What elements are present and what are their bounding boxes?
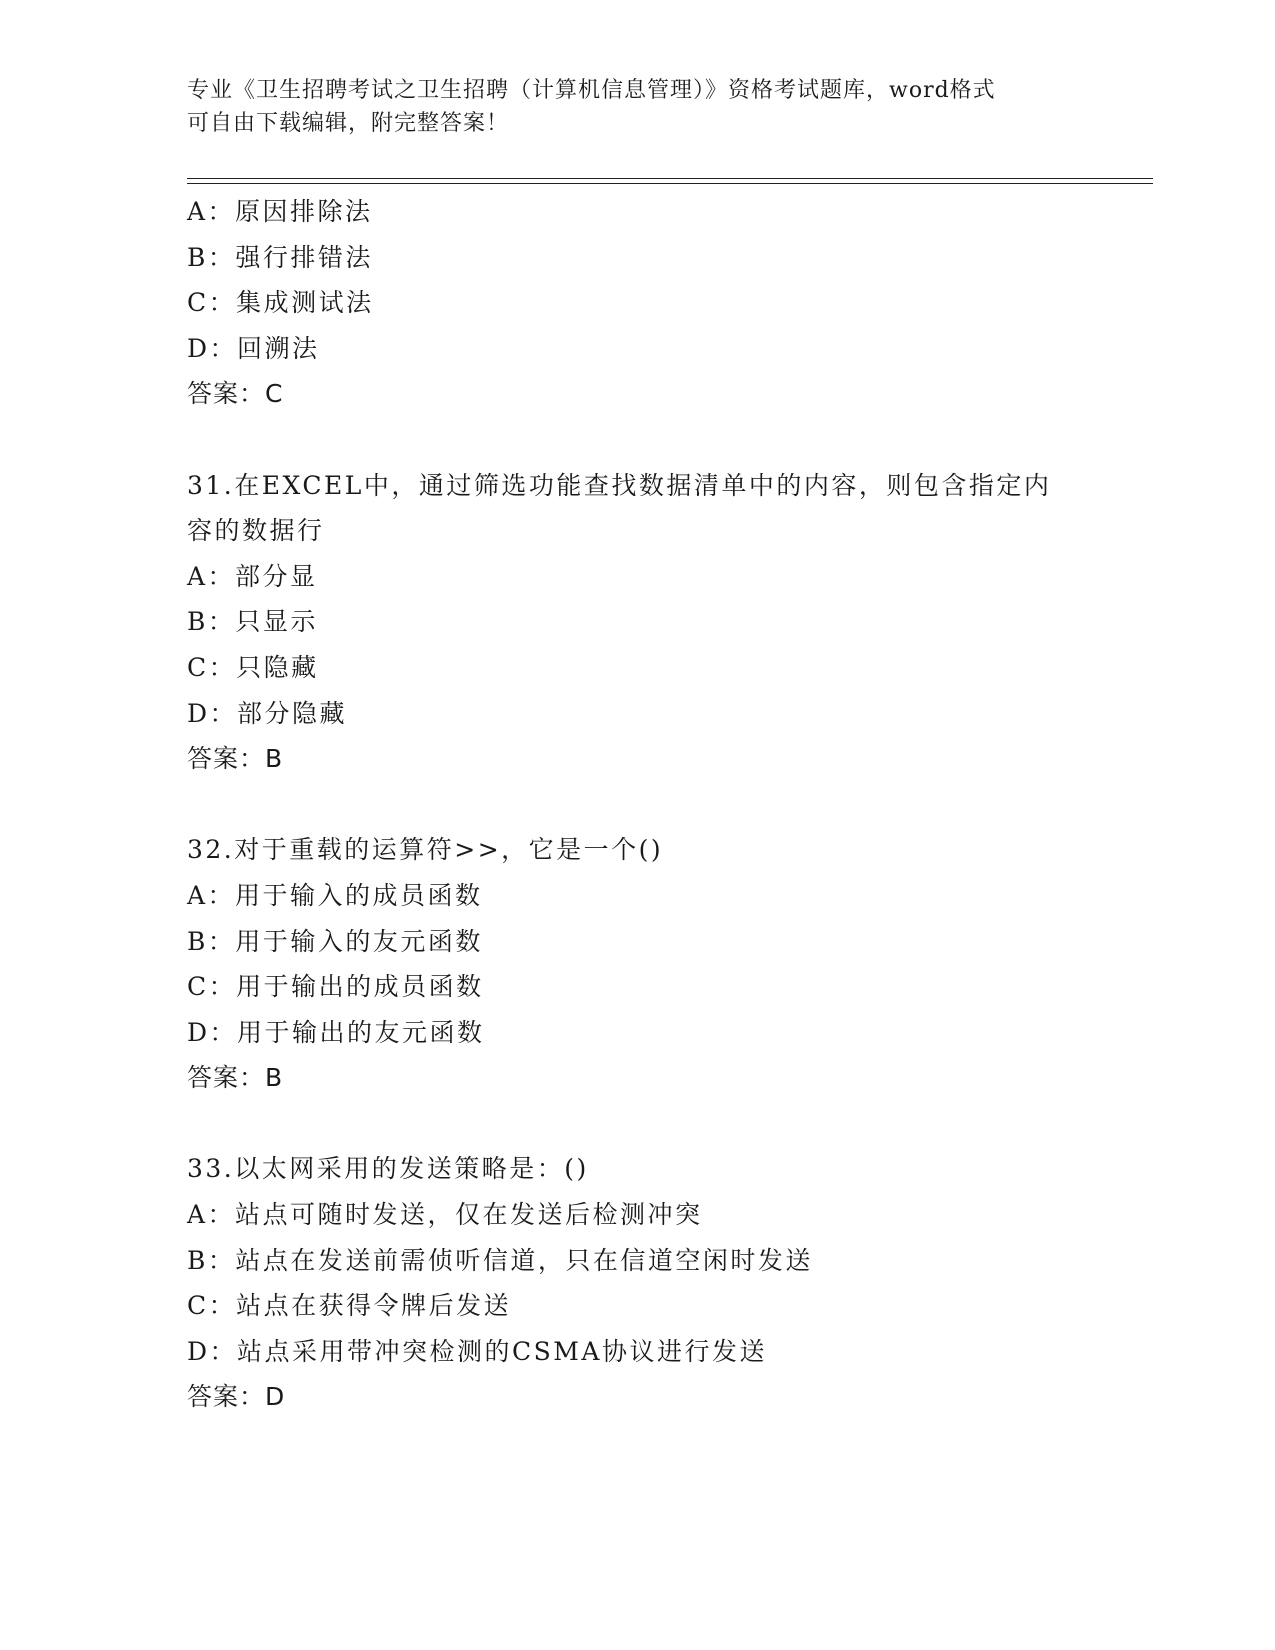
question-spacer bbox=[187, 782, 1087, 828]
header-divider-top bbox=[187, 178, 1153, 179]
answer-line: 答案：D bbox=[187, 1382, 286, 1412]
option-b: B：只显示 bbox=[187, 607, 318, 637]
option-b: B：用于输入的友元函数 bbox=[187, 926, 483, 956]
header-line-1: 专业《卫生招聘考试之卫生招聘（计算机信息管理）》资格考试题库，word格式 bbox=[187, 78, 996, 103]
answer-line: 答案：B bbox=[187, 744, 284, 774]
option-d: D：站点采用带冲突检测的CSMA协议进行发送 bbox=[187, 1336, 767, 1366]
answer-line: 答案：B bbox=[187, 1063, 284, 1093]
option-c: C：集成测试法 bbox=[187, 288, 374, 318]
option-d: D：回溯法 bbox=[187, 333, 320, 363]
option-a: A：部分显 bbox=[187, 561, 318, 591]
option-a: A：用于输入的成员函数 bbox=[187, 880, 483, 910]
question-stem: 31.在EXCEL中，通过筛选功能查找数据清单中的内容，则包含指定内 bbox=[187, 470, 1052, 500]
question-block bbox=[187, 827, 1087, 1101]
question-block bbox=[187, 1146, 1087, 1420]
question-stem: 容的数据行 bbox=[187, 516, 325, 546]
question-block bbox=[187, 463, 1087, 782]
option-d: D：部分隐藏 bbox=[187, 698, 348, 728]
option-c: C：只隐藏 bbox=[187, 652, 319, 682]
question-spacer bbox=[187, 417, 1087, 463]
option-b: B：站点在发送前需侦听信道，只在信道空闲时发送 bbox=[187, 1245, 813, 1275]
question-stem: 33.以太网采用的发送策略是：() bbox=[187, 1154, 589, 1184]
header-divider-bottom bbox=[187, 183, 1153, 184]
document-header bbox=[187, 74, 1067, 140]
option-a: A：原因排除法 bbox=[187, 197, 373, 226]
option-a: A：站点可随时发送，仅在发送后检测冲突 bbox=[187, 1200, 703, 1230]
option-b: B：强行排错法 bbox=[187, 242, 373, 272]
header-line-2: 可自由下载编辑，附完整答案！ bbox=[187, 111, 510, 136]
question-spacer bbox=[187, 1101, 1087, 1147]
question-list bbox=[187, 189, 1087, 1420]
question-block bbox=[187, 189, 1087, 417]
option-c: C：用于输出的成员函数 bbox=[187, 972, 484, 1002]
question-stem: 32.对于重载的运算符>>，它是一个() bbox=[187, 835, 664, 865]
option-c: C：站点在获得令牌后发送 bbox=[187, 1291, 512, 1321]
option-d: D：用于输出的友元函数 bbox=[187, 1017, 485, 1047]
answer-line: 答案：C bbox=[187, 379, 284, 409]
